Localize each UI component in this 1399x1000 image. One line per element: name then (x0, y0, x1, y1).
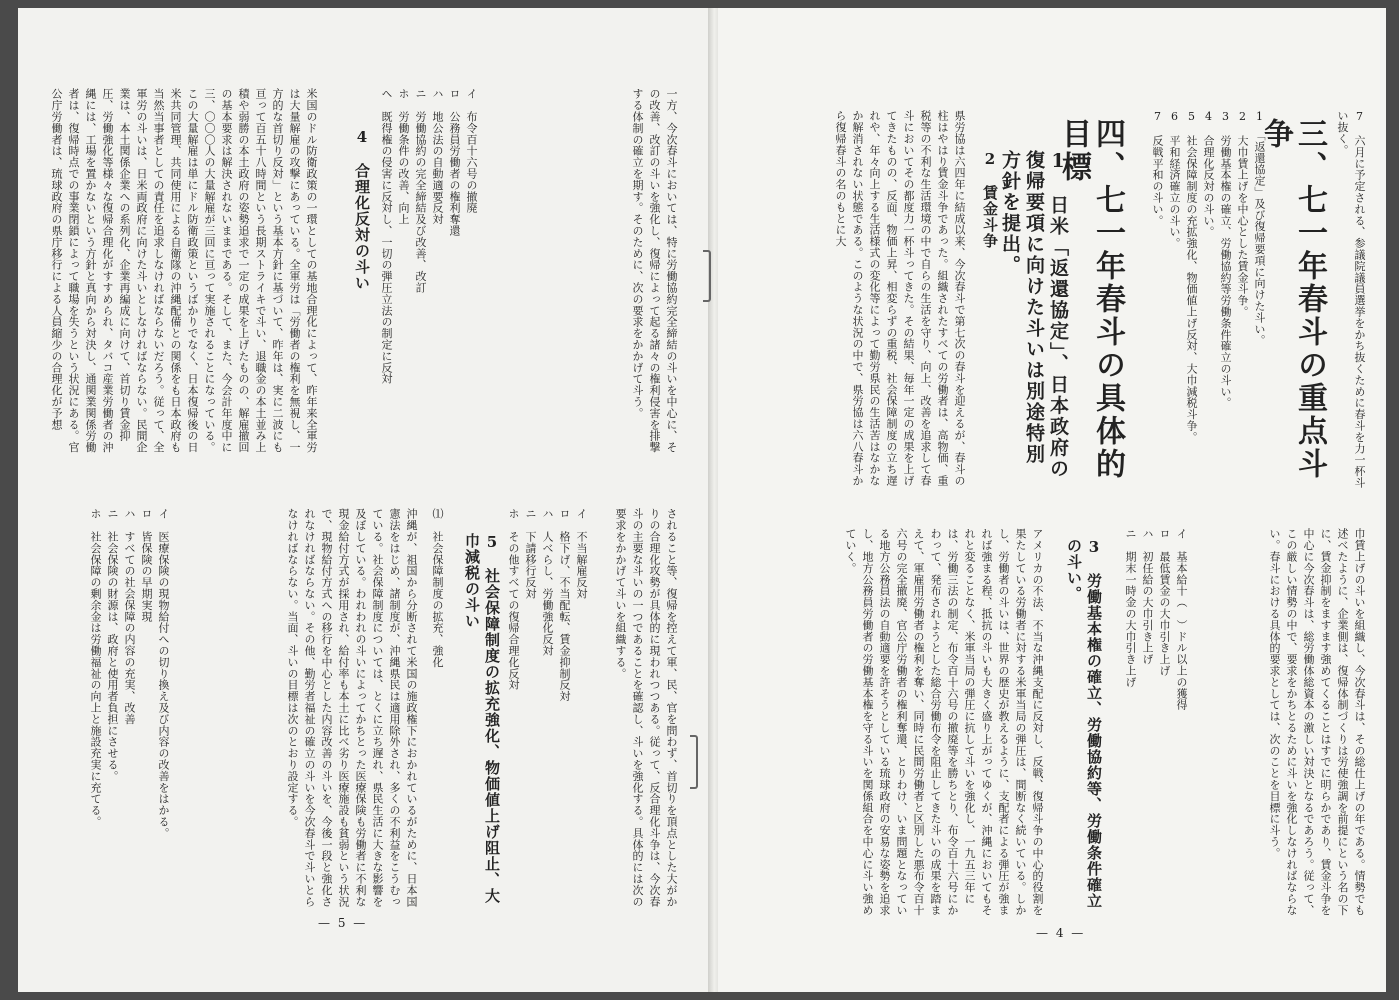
list-item: ロ 格下げ、不当配転、賃金抑制反対 (558, 508, 571, 702)
gorika-list (507, 508, 590, 908)
right-body-2: 県労協は六四年に結成以来、今次春斗で第七次の春斗を迎えるが、春斗の柱はやはり賃金斗争であった。組織されたすべての労働者は、高物価、重税等の不利な生活環境の中で自らの生活を守り、向上、改善を追求して春斗においてその都度力一杯斗ってきた。その結果、毎年一定の成果を上げてきたものの、反面、物価上昇、相変らずの重税、社会保障制度の立ち遅れや、年々向上する生活様式の変化等によって勤労県民の生活苦はなかなか解消されない状態である。このような状況の中で、県労協は六八春斗から復帰春斗の名のもとに大 (834, 110, 966, 487)
list-item: イ 布令百十六号の撤廃 (465, 88, 478, 214)
list-item: ホ 社会保障の剰余金は労働福祉の向上と施設充実に充てる。 (89, 508, 102, 828)
subsection-heading-2: 2 賃金斗争 (981, 150, 999, 249)
list-item: ニ 社会保険の財源は、政府と使用者負担にさせる。 (106, 508, 119, 782)
list-item: 1 「返還協定」及び復帰要項に向けた斗い。 (1253, 110, 1266, 346)
list-item: ニ 労働協約の完全締結及び改善、改訂 (414, 88, 427, 294)
list-item: ニ 下請移行反対 (524, 508, 537, 600)
left-intro-text: 一方、今次春斗においては、特に労働協約完全締結の斗いを中心に、その改善、改訂の斗いを強化し、復帰によって起る諸々の権利侵害を排撃する体制の確立を期す。そのために、次の要求をかかげて斗う。 (631, 88, 678, 453)
staple (703, 250, 711, 302)
list-item: イ 不当解雇反対 (575, 508, 588, 600)
social-list (44, 508, 172, 908)
list-item: 3 労働基本権の確立、労働協約等労働条件確立の斗い。 (1219, 110, 1232, 409)
list-item: 7 反戦平和の斗い。 (1151, 110, 1164, 226)
list-item: ハ 人べらし、労働強化反対 (541, 508, 554, 657)
list-item: 5 社会保障制度の充拡強化、物価値上げ反対、大巾減税斗争。 (1185, 110, 1198, 443)
subsection-heading-5-1: ⑴ 社会保障制度の拡充、強化 (431, 508, 444, 668)
struggle-list (1138, 110, 1268, 490)
list-item: ロ 最低賃金の大巾引き上げ (1158, 528, 1171, 677)
right-intro-text: 7 六月に予定される、参議院議員選挙をかち抜くために春斗を力一杯斗い抜く。 (1336, 110, 1366, 489)
list-item: ハ 初任給の大巾引き上げ (1141, 528, 1154, 665)
subsection-heading-1: 1 日米「返還協定」、日本政府の復帰要項に向けた斗いは別途特別方針を提出。 (999, 150, 1069, 480)
section-heading-4: 4 合理化反対の斗い (353, 128, 371, 291)
list-item: ロ 皆保険の早期実現 (140, 508, 153, 622)
section-heading-5: 5 社会保障制度の拡充強化、物価値上げ阻止、大巾減税の斗い (463, 533, 501, 904)
list-item: ホ その他すべての復帰合理化反対 (507, 508, 520, 691)
list-item: ニ 期末一時金の大巾引き上げ (1124, 528, 1137, 688)
left-demand-list (380, 88, 480, 458)
page-number: — 5 — (318, 916, 368, 930)
page-number: — 4 — (1036, 926, 1086, 940)
section-heading-3: 三、七一年春斗の重点斗争 (1258, 118, 1327, 481)
list-item: イ 医療保険の現物給付への切り換え及び内容の改善をはかる。 (157, 508, 170, 839)
left-body-4: 米国のドル防衛政策の一環としての基地合理化によって、昨年来全軍労は大量解雇の攻撃にあっている。全軍労は「労働者の権利を無視し、一方的な首切り反対」という基本方針に基づいて、昨年は、実に二波にも亘って百五十八時間という長期ストライキで斗い、退職金の本土並み上積や弱勝の本土政府の姿勢追求で一定の成果を上げたものの、解雇撤回の基本要求は解決されないままである。そして、また、今会計年度中に三、〇〇〇人の大量解雇が三回に亘って実施されることになっている。この大量解雇は単にドル防衛政策というばかりでなく、日本復帰後の日米共同管理、共同使用による自衛隊の沖縄配備との関係をも日本政府も当然当事者としての責任を追求しなければならないだろう。従って、全軍労の斗いは、日米両政府に向けた斗いとしなければならない。民間企業は、本土関係企業への系列化、企業再編成に向けて、首切り賃金抑圧、労働強化等様々な復帰合理化がすすめられ、タバコ産業労働者の沖縄には、工場を置かないという方針と真向から対決し、通関業関係労働者は、復帰時点での事業閉鎖によって職場を失うという状況にある。官公庁労働者は、琉球政府の県庁移行による人員縮少の合理化が予想 (50, 88, 318, 453)
right-body-3: アメリカの不法、不当な沖縄支配に反対し、反戦、復帰斗争の中心的役割を果たしている労働者に対する米軍当局の弾圧は、間断なく続いている。しかし、労働者の斗いは、世界の歴史が教えるように、支配者による弾圧が強まれば強まる程、抵抗の斗いも大きく盛り上がってゆくが、沖縄においてもそれと変ることなく、米軍当局の弾圧に抗して斗いを強化し、一九五三年には、労働三法の制定、布令百十六号の撤廃等を勝ちとり、布令百十六号にかわって、発布されようとした総合労働布令を阻止してきた斗いの成果を踏まえて、軍雇用労働者の権利を奪い、同時に民間労働者と区別した悪布令百十六号の完全撤廃、官公庁労働者の権利奪還、とりわけ、いま問題となっている地方公務員法の自動適要を許そうとしている琉球政府の安易な姿勢を追求し、地方公務員労働者の労働基本権を守る斗いを関係組合を中心に斗い強めていく。 (844, 528, 1044, 916)
list-item: ハ 地公法の自動適要反対 (431, 88, 444, 225)
list-item: ヘ 既得権の侵害に反対し、一切の弾圧立法の制定に反対 (380, 88, 393, 385)
list-item: ホ 労働条件の改善、向上 (397, 88, 410, 225)
section-heading-4-main: 四、七一年春斗の具体的目標 (1056, 118, 1125, 481)
right-lower-intro: 巾賃上げの斗いを組織し、今次春斗は、その総仕上げの年である。情勢でも述べたように、企業側は、復帰体制づくりは労使強調を前提にという名の下に、賃金抑制をますます強めてくることはすでに明らかであり、賃金斗争を中心に今次春斗は、総労働体総資本の激しい対決となるであろう。従って、この厳しい情勢の中で、要求をかちとるために斗いを強化しなければならない。春斗における具体的要求としては、次のことを目標に斗う。 (1268, 528, 1366, 916)
list-item: 2 大巾賃上げを中心とした賃金斗争。 (1236, 110, 1249, 318)
list-item: 6 平和経済確立の斗い。 (1168, 110, 1181, 249)
list-item: ロ 公務員労働者の権利奪還 (448, 88, 461, 237)
left-body-5: 沖縄が、祖国から分断されて米国の施政権下におかれているがために、日本国憲法をはじめ、諸制度が、沖縄県民は適用除外され、多くの不利益をこうむっている。社会保障制度については、とくに立ち遅れ、県民生活に大きな影響を及ぼしている。われわれの斗いによってかちとった医療保険も労働者に不利な現金給付方式が採用され、給付率も本土に比べ劣り医療施設も貧弱という状況で、現物給付方式への移行を中心とした内容改善の斗いを、今後一段と強化されなければならない。その他、勤労者福祉の確立の斗いを今次春斗で斗いとらなければならない。当面、斗いの目標は次のとおり設定する。 (286, 508, 418, 907)
staple (690, 735, 698, 789)
list-item: 4 合理化反対の斗い。 (1202, 110, 1215, 238)
left-page (18, 8, 712, 992)
list-item: ハ すべての社会保障の内容の充実、改善 (123, 508, 136, 725)
wage-demand-list (1116, 528, 1190, 918)
right-page (718, 8, 1386, 992)
subsection-heading-3: 3 労働基本権の確立、労働協約等、労働条件確立の斗い。 (1065, 538, 1103, 909)
list-item: イ 基本給十（ ）ドル以上の獲得 (1175, 528, 1188, 711)
left-lower-intro: されること等、復帰を控えて軍、民、官を問わず、首切りを頂点とした大がかりの合理化攻勢が具体的に現われつつある。従って、反合理化斗争は、今次春斗の主要な斗いの一つであることを確認し、斗いを強化する。具体的には次の要求をかかげて斗いを組織する。 (614, 508, 678, 907)
